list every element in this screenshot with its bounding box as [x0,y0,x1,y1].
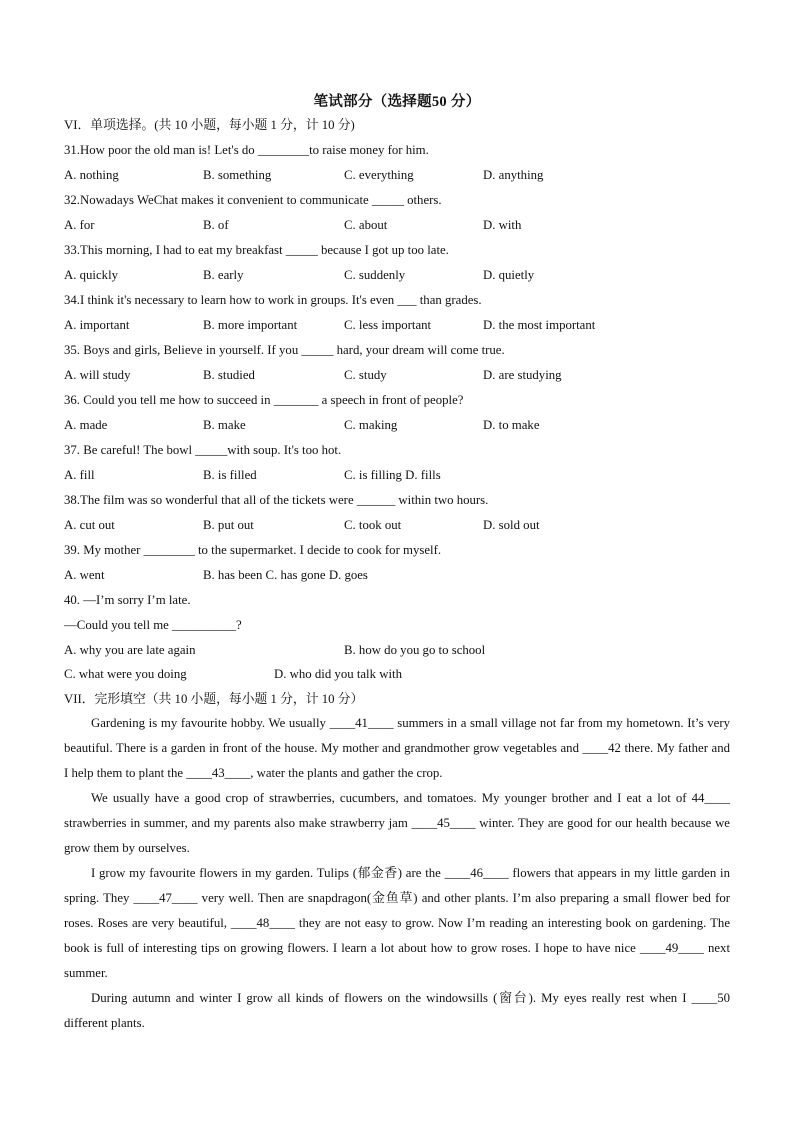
q40-option-d: D. who did you talk with [274,667,402,681]
q38-option-d: D. sold out [483,518,540,532]
q36-option-c: C. making [344,418,398,432]
section-6-heading: VI．单项选择。(共 10 小题，每小题 1 分，计 10 分) [64,118,355,132]
question-34: 34.I think it's necessary to learn how to work in groups. It's even ___ than grades. [64,293,482,307]
q33-option-d: D. quietly [483,268,535,282]
q34-option-a: A. important [64,318,130,332]
q33-option-c: C. suddenly [344,268,406,282]
q37-option-a: A. fill [64,468,95,482]
q40-option-c: C. what were you doing [64,667,187,681]
q32-option-a: A. for [64,218,95,232]
q33-option-a: A. quickly [64,268,119,282]
q31-option-a: A. nothing [64,168,119,182]
q36-option-a: A. made [64,418,108,432]
q32-option-b: B. of [203,218,229,232]
question-35: 35. Boys and girls, Believe in yourself. If you _____ hard, your dream will come true. [64,343,505,357]
q38-option-a: A. cut out [64,518,115,532]
cloze-paragraph-3: I grow my favourite flowers in my garden. Tulips (郁金香) are the ____46____ flowers that appears in my little garden in spring. They ____47____ very well. Then are snapdragon(金鱼草) and other plants. I’m also preparing a small flower bed for roses. Roses are very beautiful, ____48____ they are not easy to grow. Now I’m reading an interesting book on gardening. The book is full of interesting tips on growing flowers. I learn a lot about how to grow roses. I hope to have nice ____49____ next summer. [64,866,730,980]
question-40-line2: —Could you tell me __________? [64,618,242,632]
section-7-heading: VII．完形填空（共 10 小题，每小题 1 分，计 10 分） [64,692,364,706]
question-39: 39. My mother ________ to the supermarket. I decide to cook for myself. [64,543,442,557]
q34-option-d: D. the most important [483,318,596,332]
question-32: 32.Nowadays WeChat makes it convenient to communicate _____ others. [64,193,442,207]
q37-option-b: B. is filled [203,468,257,482]
q39-option-a: A. went [64,568,105,582]
cloze-paragraph-2: We usually have a good crop of strawberries, cucumbers, and tomatoes. My younger brother and I eat a lot of 44____ strawberries in summer, and my parents also make strawberry jam ____45____ winter. They are good for our health because we grow them by ourselves. [64,791,730,855]
q40-option-a: A. why you are late again [64,643,196,657]
q36-option-d: D. to make [483,418,540,432]
question-36: 36. Could you tell me how to succeed in _______ a speech in front of people? [64,393,464,407]
question-40: 40. —I’m sorry I’m late. [64,593,191,607]
cloze-paragraph-4: During autumn and winter I grow all kinds of flowers on the windowsills (窗台). My eyes really rest when I ____50 different plants. [64,991,730,1030]
q32-option-d: D. with [483,218,522,232]
question-31: 31.How poor the old man is! Let's do ________to raise money for him. [64,143,429,157]
q35-option-a: A. will study [64,368,131,382]
question-37: 37. Be careful! The bowl _____with soup. It's too hot. [64,443,342,457]
q31-option-b: B. something [203,168,272,182]
q33-option-b: B. early [203,268,244,282]
q31-option-c: C. everything [344,168,414,182]
q34-option-c: C. less important [344,318,432,332]
q32-option-c: C. about [344,218,388,232]
cloze-paragraph-1: Gardening is my favourite hobby. We usually ____41____ summers in a small village not far from my hometown. It’s very beautiful. There is a garden in front of the house. My mother and grandmother grow vegetables and ____42 there. My father and I help them to plant the ____43____, water the plants and gather the crop. [64,716,730,780]
page-title: 笔试部分（选择题50 分） [313,94,481,110]
question-33: 33.This morning, I had to eat my breakfast _____ because I got up too late. [64,243,449,257]
q31-option-d: D. anything [483,168,544,182]
q40-option-b: B. how do you go to school [344,643,486,657]
question-38: 38.The film was so wonderful that all of the tickets were ______ within two hours. [64,493,489,507]
q38-option-b: B. put out [203,518,254,532]
q39-option-bcd: B. has been C. has gone D. goes [203,568,368,582]
q37-option-cd: C. is filling D. fills [344,468,441,482]
q34-option-b: B. more important [203,318,298,332]
q38-option-c: C. took out [344,518,402,532]
q36-option-b: B. make [203,418,246,432]
q35-option-d: D. are studying [483,368,562,382]
q35-option-b: B. studied [203,368,255,382]
q35-option-c: C. study [344,368,387,382]
